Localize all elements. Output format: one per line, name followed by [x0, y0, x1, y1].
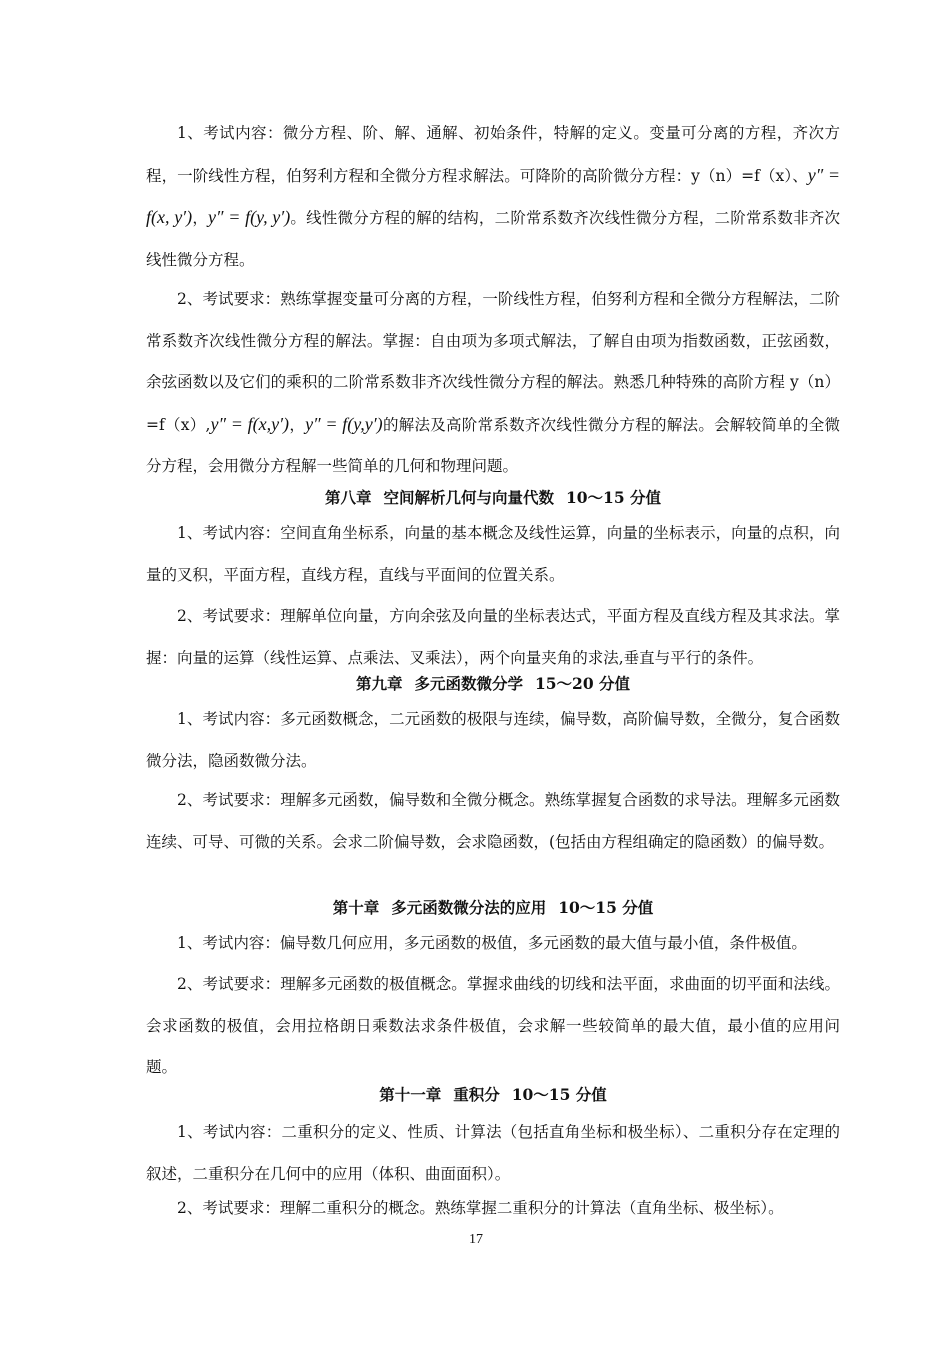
chapter-title: 多元函数微分法的应用 [391, 898, 547, 917]
ch10-exam-requirements: 2、考试要求：理解多元函数的极值概念。掌握求曲线的切线和法平面，求曲面的切平面和法线。会求函数的极值，会用拉格朗日乘数法求条件极值，会求解一些较简单的最大值，最小值的应用问题。 [146, 975, 840, 1076]
chapter-score: 10～15 分值 [558, 898, 654, 917]
page-number: 17 [469, 1232, 483, 1247]
ch11-exam-requirements: 2、考试要求：理解二重积分的概念。熟练掌握二重积分的计算法（直角坐标、极坐标）。 [177, 1199, 784, 1217]
chapter-8-heading [146, 481, 840, 515]
chapter-number: 第九章 [355, 674, 403, 693]
chapter-score: 10～15 分值 [511, 1085, 607, 1104]
ch8-exam-requirements: 2、考试要求：理解单位向量，方向余弦及向量的坐标表达式，平面方程及直线方程及其求法。掌握：向量的运算（线性运算、点乘法、叉乘法），两个向量夹角的求法,垂直与平行的条件。 [146, 607, 840, 667]
equation-y2-fyy1: y″ = f(y, y′) [208, 207, 291, 227]
chapter-score: 10～15 分值 [565, 488, 662, 507]
ch9-exam-requirements: 2、考试要求：理解多元函数，偏导数和全微分概念。熟练掌握复合函数的求导法。理解多元函数连续、可导、可微的关系。会求二阶偏导数，会求隐函数，(包括由方程组确定的隐函数）的偏导数。 [146, 791, 840, 851]
chapter-number: 第八章 [324, 488, 372, 507]
chapter-number: 第十章 [332, 898, 380, 917]
separator: ， [289, 415, 306, 434]
chapter-title: 多元函数微分学 [414, 674, 523, 693]
ch10-exam-content: 1、考试内容：偏导数几何应用，多元函数的极值，多元函数的最大值与最小值，条件极值。 [177, 934, 807, 952]
chapter-score: 15～20 分值 [534, 674, 631, 693]
equation-y2-fxy1: y″ = f(x, y′) [146, 164, 840, 227]
ch8-exam-content: 1、考试内容：空间直角坐标系，向量的基本概念及线性运算，向量的坐标表示，向量的点积，向量的叉积，平面方程，直线方程，直线与平面间的位置关系。 [146, 524, 840, 584]
ch7-content-text-b: 。线性微分方程的解的结构，二阶常系数齐次线性微分方程，二阶常系数非齐次线性微分方程。 [146, 209, 840, 269]
chapter-11-heading [146, 1078, 840, 1112]
chapter-9-heading [146, 667, 840, 701]
ch7-req-text-b: 的解法及高阶常系数齐次线性微分方程的解法。会解较简单的全微分方程，会用微分方程解一些简单的几何和物理问题。 [146, 415, 840, 475]
ch7-req-text-a: 2、考试要求：熟练掌握变量可分离的方程，一阶线性方程，伯努利方程和全微分方程解法，二阶常系数齐次线性微分方程的解法。掌握：自由项为多项式解法，了解自由项为指数函数，正弦函数，余弦函数以及它们的乘积的二阶常系数非齐次线性微分方程的解法。熟悉几种特殊的高阶方程 y（n）=f（x）, [146, 290, 840, 434]
chapter-number: 第十一章 [379, 1085, 442, 1104]
ch7-exam-requirements [146, 279, 840, 488]
ch9-exam-content: 1、考试内容：多元函数概念，二元函数的极限与连续，偏导数，高阶偏导数，全微分，复合函数微分法，隐函数微分法。 [146, 710, 840, 770]
chapter-title: 空间解析几何与向量代数 [383, 488, 554, 507]
ch7-exam-content [146, 113, 840, 281]
separator: ， [192, 209, 209, 227]
equation-y2-fyy1-b: y″ = f(y,y′) [305, 413, 383, 434]
chapter-10-heading [146, 891, 840, 925]
ch7-content-text-a: 1、考试内容：微分方程、阶、解、通解、初始条件，特解的定义。变量可分离的方程，齐次方程，一阶线性方程，伯努利方程和全微分方程求解法。可降阶的高阶微分方程：y（n）=f（x）、 [146, 124, 840, 185]
ch11-exam-content: 1、考试内容：二重积分的定义、性质、计算法（包括直角坐标和极坐标）、二重积分存在定理的叙述，二重积分在几何中的应用（体积、曲面面积）。 [146, 1123, 840, 1183]
chapter-title: 重积分 [453, 1085, 500, 1104]
equation-y2-fxy1-b: y″ = f(x,y′) [210, 413, 290, 434]
